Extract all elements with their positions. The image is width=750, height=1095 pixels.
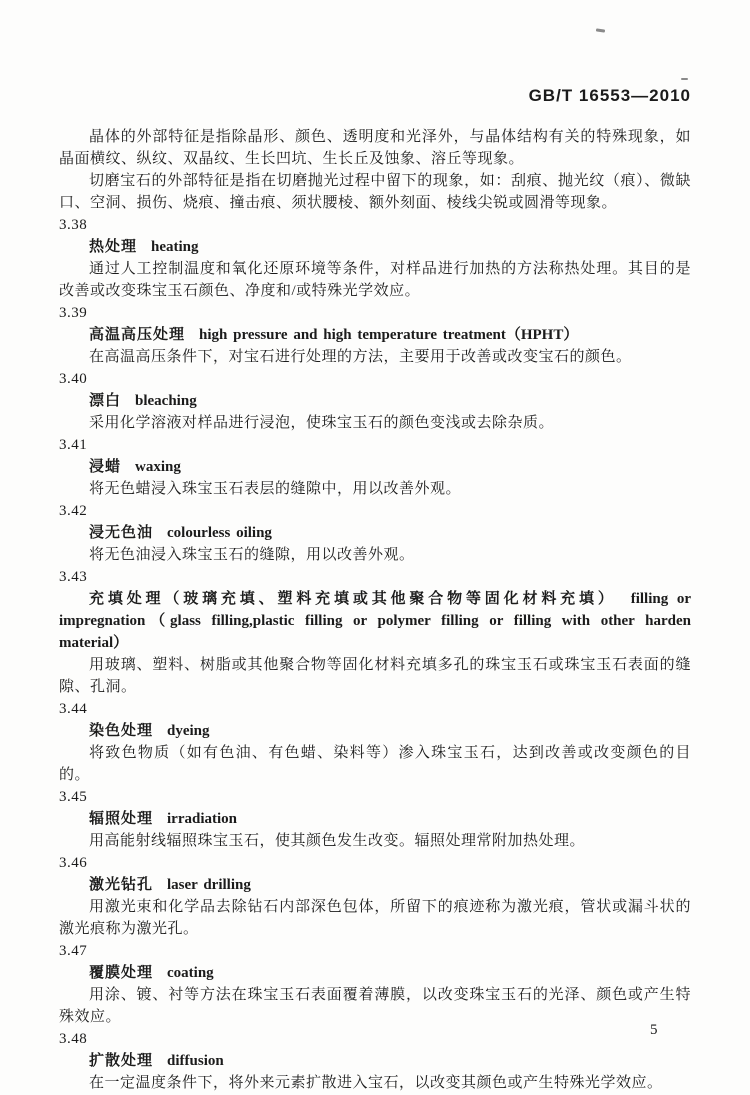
term-title bbox=[59, 962, 691, 984]
term-english: diffusion bbox=[167, 1053, 224, 1069]
term-entry bbox=[59, 852, 691, 940]
term-chinese: 浸蜡 bbox=[89, 458, 122, 475]
term-definition: 用激光束和化学品去除钻石内部深色包体，所留下的痕迹称为激光痕，管状或漏斗状的激光痕称为激光孔。 bbox=[59, 899, 691, 937]
term-number: 3.45 bbox=[59, 789, 88, 805]
term-title bbox=[59, 456, 691, 478]
term-number: 3.47 bbox=[59, 943, 88, 959]
term-entry bbox=[59, 434, 691, 500]
term-entry bbox=[59, 698, 691, 786]
page-number: 5 bbox=[650, 1022, 658, 1038]
term-english: bleaching bbox=[135, 393, 197, 409]
term-definition: 在一定温度条件下，将外来元素扩散进入宝石，以改变其颜色或产生特殊光学效应。 bbox=[89, 1075, 663, 1091]
term-title bbox=[59, 720, 691, 742]
intro-paragraph-cut-stone-features: 切磨宝石的外部特征是指在切磨抛光过程中留下的现象，如：刮痕、抛光纹（痕）、微缺口、空洞、损伤、烧痕、撞击痕、须状腰棱、额外刻面、棱线尖锐或圆滑等现象。 bbox=[59, 173, 691, 211]
term-number: 3.40 bbox=[59, 371, 88, 387]
term-entry bbox=[59, 940, 691, 1028]
term-chinese: 漂白 bbox=[89, 392, 122, 409]
term-title bbox=[59, 808, 691, 830]
term-definition: 采用化学溶液对样品进行浸泡，使珠宝玉石的颜色变浅或去除杂质。 bbox=[89, 415, 555, 431]
term-entry bbox=[59, 302, 691, 368]
term-definition: 将致色物质（如有色油、有色蜡、染料等）渗入珠宝玉石，达到改善或改变颜色的目的。 bbox=[59, 745, 691, 783]
term-chinese: 热处理 bbox=[89, 238, 138, 255]
scan-artifact bbox=[596, 28, 605, 32]
term-chinese: 扩散处理 bbox=[89, 1052, 154, 1069]
term-english: waxing bbox=[135, 459, 181, 475]
term-title bbox=[59, 390, 691, 412]
term-title bbox=[59, 324, 691, 346]
term-number: 3.44 bbox=[59, 701, 88, 717]
term-english: filling or impregnation（glass filling,plastic filling or polymer filling or filling with other harden material） bbox=[59, 591, 691, 651]
scan-artifact bbox=[681, 78, 688, 80]
page-content bbox=[59, 86, 691, 1094]
term-chinese: 充填处理（玻璃充填、塑料充填或其他聚合物等固化材料充填） bbox=[89, 590, 617, 607]
term-entry bbox=[59, 786, 691, 852]
term-number: 3.48 bbox=[59, 1031, 88, 1047]
term-number: 3.46 bbox=[59, 855, 88, 871]
term-chinese: 浸无色油 bbox=[89, 524, 154, 541]
term-chinese: 激光钻孔 bbox=[89, 876, 154, 893]
term-chinese: 辐照处理 bbox=[89, 810, 154, 827]
term-entry bbox=[59, 368, 691, 434]
term-definition: 将无色油浸入珠宝玉石的缝隙，用以改善外观。 bbox=[89, 547, 415, 563]
term-number: 3.42 bbox=[59, 503, 88, 519]
term-english: laser drilling bbox=[167, 877, 251, 893]
term-chinese: 覆膜处理 bbox=[89, 964, 154, 981]
standard-number-header: GB/T 16553—2010 bbox=[528, 86, 691, 105]
term-title bbox=[59, 1050, 691, 1072]
term-entry bbox=[59, 500, 691, 566]
term-english: irradiation bbox=[167, 811, 238, 827]
term-entry bbox=[59, 214, 691, 302]
term-definition: 在高温高压条件下，对宝石进行处理的方法，主要用于改善或改变宝石的颜色。 bbox=[89, 349, 632, 365]
term-number: 3.41 bbox=[59, 437, 88, 453]
term-title bbox=[59, 588, 691, 654]
term-english: coating bbox=[167, 965, 214, 981]
term-definition: 将无色蜡浸入珠宝玉石表层的缝隙中，用以改善外观。 bbox=[89, 481, 462, 497]
term-title bbox=[59, 236, 691, 258]
term-english: heating bbox=[151, 239, 199, 255]
term-definition: 通过人工控制温度和氧化还原环境等条件，对样品进行加热的方法称热处理。其目的是改善或改变珠宝玉石颜色、净度和/或特殊光学效应。 bbox=[59, 261, 691, 299]
term-definition: 用涂、镀、衬等方法在珠宝玉石表面覆着薄膜，以改变珠宝玉石的光泽、颜色或产生特殊效应。 bbox=[59, 987, 691, 1025]
term-entry bbox=[59, 566, 691, 698]
term-chinese: 高温高压处理 bbox=[89, 326, 186, 343]
term-english: colourless oiling bbox=[167, 525, 272, 541]
intro-paragraph-crystal-features: 晶体的外部特征是指除晶形、颜色、透明度和光泽外，与晶体结构有关的特殊现象，如晶面横纹、纵纹、双晶纹、生长凹坑、生长丘及蚀象、溶丘等现象。 bbox=[59, 129, 691, 167]
term-english: high pressure and high temperature treatment（HPHT） bbox=[199, 327, 579, 343]
term-definition: 用高能射线辐照珠宝玉石，使其颜色发生改变。辐照处理常附加热处理。 bbox=[89, 833, 586, 849]
term-title bbox=[59, 522, 691, 544]
term-title bbox=[59, 874, 691, 896]
term-entry bbox=[59, 1028, 691, 1094]
term-number: 3.43 bbox=[59, 569, 88, 585]
term-chinese: 染色处理 bbox=[89, 722, 154, 739]
term-number: 3.38 bbox=[59, 217, 88, 233]
term-definition: 用玻璃、塑料、树脂或其他聚合物等固化材料充填多孔的珠宝玉石或珠宝玉石表面的缝隙、孔洞。 bbox=[59, 657, 691, 695]
term-number: 3.39 bbox=[59, 305, 88, 321]
term-english: dyeing bbox=[167, 723, 210, 739]
